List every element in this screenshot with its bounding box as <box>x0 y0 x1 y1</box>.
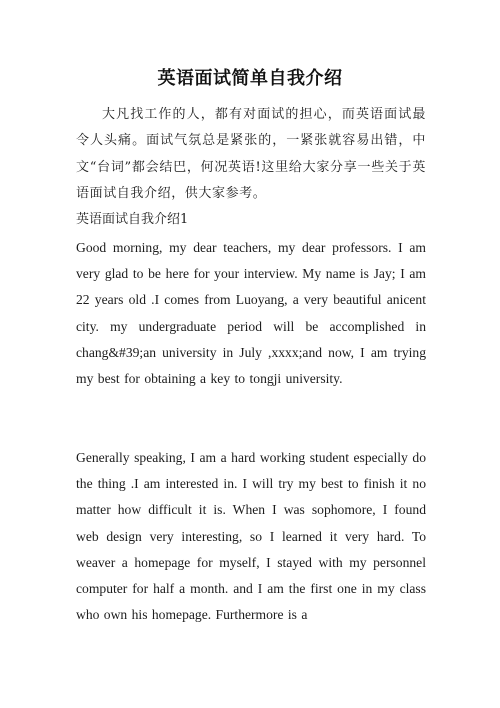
body-paragraph-1: Good morning, my dear teachers, my dear professors. I am very glad to be here for your interview. My name is Jay; I am 22 years old .I comes from Luoyang, a very beautiful anicent city. my undergraduate period will be accomplished in chang&#39;an university in July ,xxxx;and now, I am trying my best for obtaining a key to tongji university. <box>76 240 426 387</box>
section-heading: 英语面试自我介绍1 <box>76 212 189 227</box>
intro-paragraph: 大凡找工作的人，都有对面试的担心，而英语面试最令人头痛。面试气氛总是紧张的，一紧张就容易出错，中文“台词”都会结巴，何况英语!这里给大家分享一些关于英语面试自我介绍，供大家参考。 <box>76 107 426 202</box>
body-paragraph-2: Generally speaking, I am a hard working student especially do the thing .I am interested in. I will try my best to finish it no matter how difficult it is. When I was sophomore, I found web design very interesting, so I learned it very hard. To weaver a homepage for myself, I stayed with my personnel computer for half a month. and I am the first one in my class who own his homepage. Furthermore is a <box>76 450 426 623</box>
document-title: 英语面试简单自我介绍 <box>157 68 343 89</box>
